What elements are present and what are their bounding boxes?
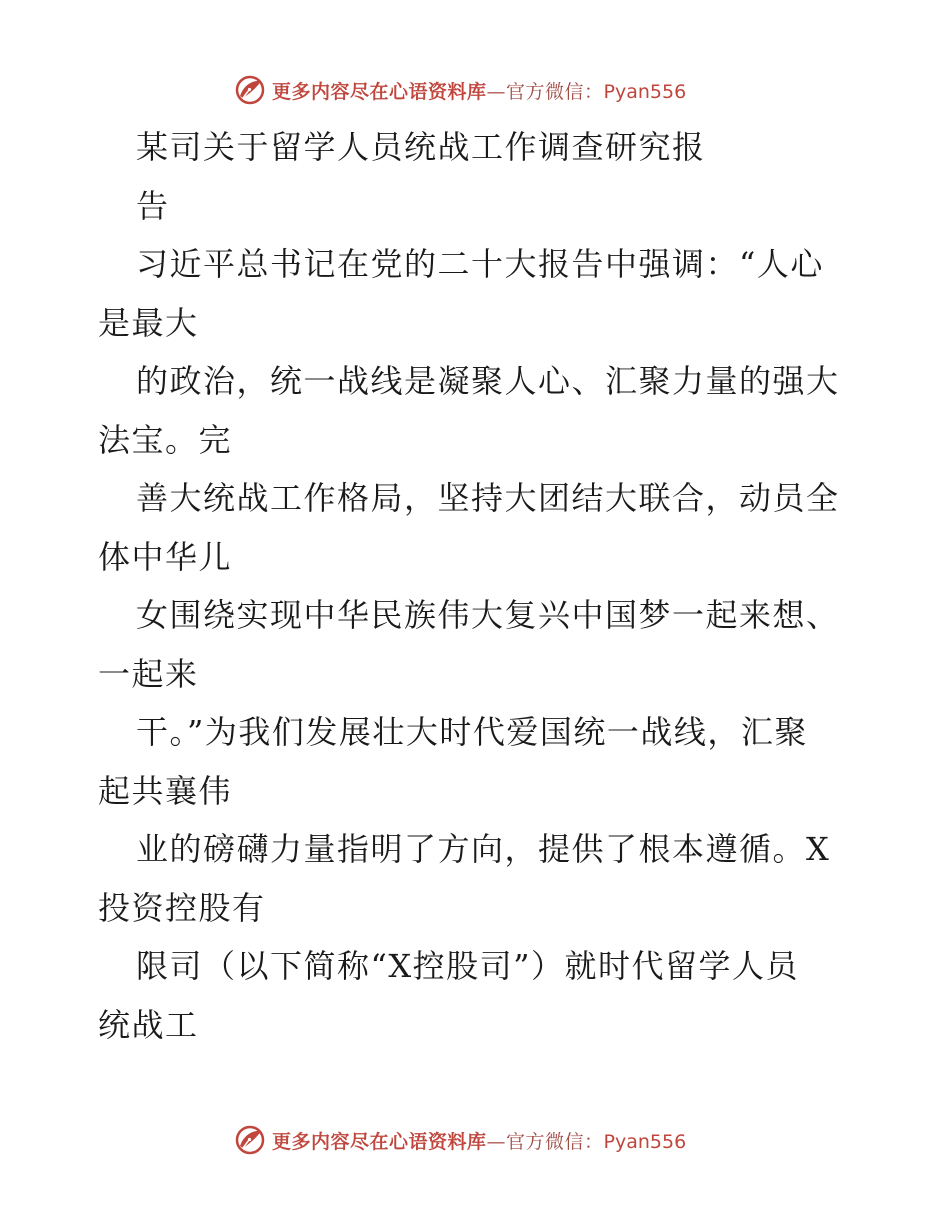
document-line: 业的磅礴力量指明了方向，提供了根本遵循。X bbox=[136, 830, 831, 868]
watermark-dash: — bbox=[486, 1130, 507, 1153]
footer-watermark bbox=[234, 1123, 686, 1157]
document-line: 某司关于留学人员统战工作调查研究报 bbox=[136, 128, 706, 166]
document-line: 是最大 bbox=[98, 303, 199, 342]
pen-nib-logo-icon bbox=[234, 74, 266, 106]
document-body bbox=[98, 118, 858, 1054]
watermark-title: 更多内容尽在心语资料库 bbox=[272, 80, 487, 103]
document-line: 一起来 bbox=[98, 654, 199, 693]
pen-nib-logo-icon bbox=[234, 1124, 266, 1156]
document-line: 告 bbox=[136, 186, 170, 225]
document-line: 投资控股有 bbox=[98, 888, 266, 927]
document-line: 起共襄伟 bbox=[98, 771, 233, 810]
document-line: 体中华儿 bbox=[98, 537, 233, 576]
watermark-wechat-id: Pyan556 bbox=[603, 1130, 687, 1153]
document-line: 统战工 bbox=[98, 1005, 199, 1044]
watermark-subtitle: 官方微信： bbox=[506, 80, 604, 103]
watermark-title: 更多内容尽在心语资料库 bbox=[272, 1130, 487, 1153]
document-line: 限司（以下简称“X控股司”）就时代留学人员 bbox=[136, 947, 800, 985]
document-line: 的政治，统一战线是凝聚人心、汇聚力量的强大 bbox=[136, 362, 840, 400]
document-line: 女围绕实现中华民族伟大复兴中国梦一起来想、 bbox=[136, 596, 840, 634]
document-line: 习近平总书记在党的二十大报告中强调：“人心 bbox=[136, 245, 824, 283]
watermark-wechat-id: Pyan556 bbox=[603, 80, 687, 103]
document-line: 法宝。完 bbox=[98, 420, 233, 459]
watermark-text bbox=[272, 77, 686, 104]
watermark-subtitle: 官方微信： bbox=[506, 1130, 604, 1153]
watermark-text bbox=[272, 1127, 686, 1154]
document-line: 干。”为我们发展壮大时代爱国统一战线，汇聚 bbox=[136, 713, 808, 751]
header-watermark bbox=[234, 73, 686, 107]
watermark-dash: — bbox=[486, 80, 507, 103]
document-line: 善大统战工作格局，坚持大团结大联合，动员全 bbox=[136, 479, 840, 517]
